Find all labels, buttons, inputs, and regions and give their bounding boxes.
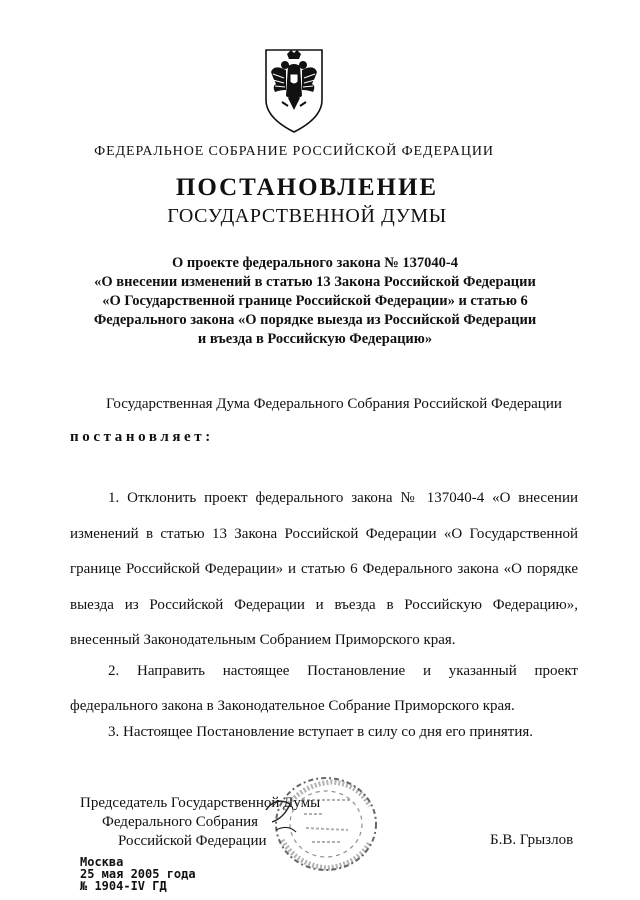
issuer-name: ГОСУДАРСТВЕННОЙ ДУМЫ bbox=[167, 205, 447, 227]
official-seal-icon bbox=[262, 770, 382, 874]
signatory-name: Б.В. Грызлов bbox=[490, 832, 574, 848]
paragraph-line: федерального закона в Законодательное Собрание Приморского края. bbox=[70, 698, 515, 714]
subject-line: и въезда в Российскую Федерацию» bbox=[197, 331, 433, 347]
footer-date: 25 мая 2005 года bbox=[80, 867, 196, 881]
footer-number: № 1904-IV ГД bbox=[80, 879, 167, 893]
footer-city: Москва bbox=[80, 855, 124, 869]
document-footer bbox=[80, 856, 196, 892]
signatory-title-line: Председатель Государственной Думы bbox=[80, 795, 321, 811]
coat-of-arms-icon bbox=[258, 44, 330, 136]
paragraph-line: границе Российской Федерации» и статью 6 Федерального закона «О порядке bbox=[70, 561, 578, 577]
signatory-title-line: Российской Федерации bbox=[118, 833, 267, 849]
assembly-name: ФЕДЕРАЛЬНОЕ СОБРАНИЕ РОССИЙСКОЙ ФЕДЕРАЦИИ bbox=[94, 144, 494, 159]
document-type: ПОСТАНОВЛЕНИЕ bbox=[175, 174, 439, 201]
paragraph-line: выезда из Российской Федерации и въезда в Российскую Федерацию», bbox=[70, 596, 578, 613]
subject-line: Федерального закона «О порядке выезда из Российской Федерации bbox=[93, 312, 537, 328]
paragraph-line: 2. Направить настоящее Постановление и указанный проект bbox=[108, 663, 578, 679]
paragraph-line: внесенный Законодательным Собранием Приморского края. bbox=[70, 632, 456, 648]
signatory-title-line: Федерального Собрания bbox=[102, 814, 259, 830]
paragraph-line: изменений в статью 13 Закона Российской Федерации «О Государственной bbox=[70, 525, 578, 542]
document-subject bbox=[60, 254, 570, 349]
subject-line: О проекте федерального закона № 137040-4 bbox=[171, 255, 459, 271]
preamble: Государственная Дума Федерального Собрания Российской Федерации bbox=[106, 396, 562, 412]
paragraph-line: 1. Отклонить проект федерального закона № 137040-4 «О внесении bbox=[108, 490, 578, 506]
paragraph-3: 3. Настоящее Постановление вступает в силу со дня его принятия. bbox=[108, 724, 534, 740]
subject-line: «О Государственной границе Российской Федерации» и статью 6 bbox=[102, 293, 528, 309]
paragraph-2 bbox=[70, 654, 578, 724]
paragraph-1 bbox=[70, 481, 578, 659]
resolves-word: постановляет: bbox=[70, 429, 214, 445]
subject-line: «О внесении изменений в статью 13 Закона Российской Федерации bbox=[94, 274, 536, 290]
